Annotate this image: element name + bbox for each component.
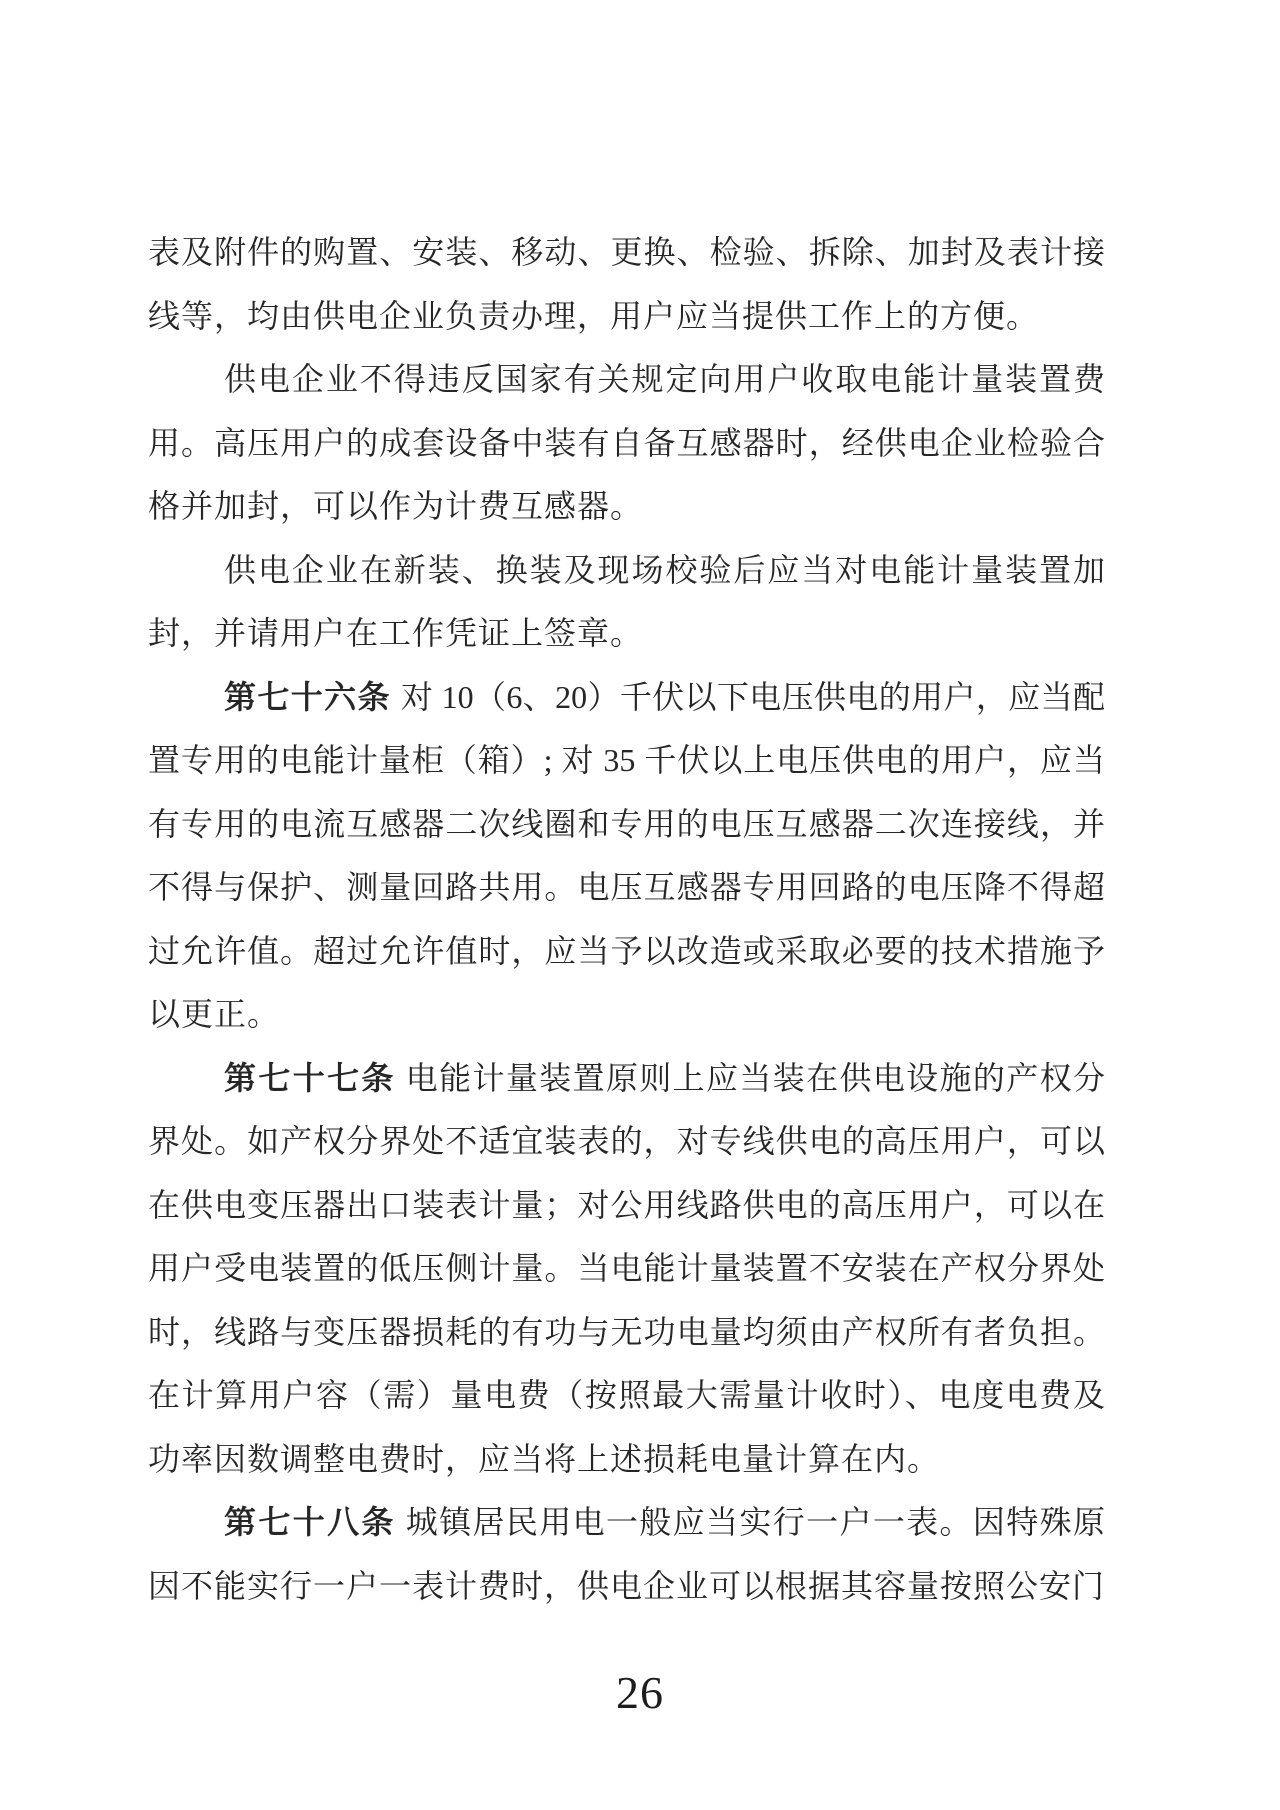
line-text: 功率因数调整电费时，应当将上述损耗电量计算在内。 xyxy=(148,1440,941,1477)
line-text: 用户受电装置的低压侧计量。当电能计量装置不安装在产权分界处 xyxy=(148,1250,1105,1286)
text-line xyxy=(148,1428,1105,1492)
text-line xyxy=(148,1301,1105,1365)
line-text: 在计算用户容（需）量电费（按照最大需量计收时）、电度电费及 xyxy=(148,1377,1105,1413)
line-text: 城镇居民用电一般应当实行一户一表。因特殊原 xyxy=(405,1504,1105,1540)
line-text: 不得与保护、测量回路共用。电压互感器专用回路的电压降不得超 xyxy=(148,869,1105,905)
line-text: 因不能实行一户一表计费时，供电企业可以根据其容量按照公安门 xyxy=(148,1567,1106,1604)
line-text: 格并加封，可以作为计费互感器。 xyxy=(148,488,644,524)
text-line xyxy=(148,475,1105,539)
article-number: 第七十八条 xyxy=(224,1504,396,1540)
line-text: 封，并请用户在工作凭证上签章。 xyxy=(148,615,644,651)
line-text: 线等，均由供电企业负责办理，用户应当提供工作上的方便。 xyxy=(148,297,1040,334)
text-line xyxy=(148,1364,1105,1428)
line-text: 过允许值。超过允许值时，应当予以改造或采取必要的技术措施予 xyxy=(148,932,1105,969)
text-line xyxy=(148,666,1105,730)
text-line xyxy=(148,856,1105,920)
line-text: 表及附件的购置、安装、移动、更换、检验、拆除、加封及表计接 xyxy=(148,234,1105,270)
text-line xyxy=(148,1491,1105,1555)
text-line xyxy=(148,1237,1105,1301)
text-line xyxy=(148,221,1105,285)
document-text xyxy=(148,221,1105,1618)
text-line xyxy=(148,1110,1105,1174)
line-text: 以更正。 xyxy=(148,996,281,1032)
line-text: 电能计量装置原则上应当装在供电设施的产权分 xyxy=(405,1059,1105,1096)
line-text: 用。高压用户的成套设备中装有自备互感器时，经供电企业检验合 xyxy=(148,424,1105,461)
article-number: 第七十七条 xyxy=(224,1059,396,1096)
line-text: 界处。如产权分界处不适宜装表的，对专线供电的高压用户，可以 xyxy=(148,1123,1105,1159)
text-line xyxy=(148,1174,1105,1238)
line-text: 供电企业在新装、换装及现场校验后应当对电能计量装置加 xyxy=(224,551,1105,588)
text-line xyxy=(148,729,1105,793)
text-line xyxy=(148,348,1105,412)
text-line xyxy=(148,1555,1105,1619)
text-line xyxy=(148,285,1105,349)
article-number: 第七十六条 xyxy=(224,678,391,715)
text-line xyxy=(148,539,1105,603)
text-line xyxy=(148,920,1105,984)
line-text: 有专用的电流互感器二次线圈和专用的电压互感器二次连接线，并 xyxy=(148,805,1105,842)
text-line xyxy=(148,412,1105,476)
text-line xyxy=(148,983,1105,1047)
line-text: 时，线路与变压器损耗的有功与无功电量均须由产权所有者负担。 xyxy=(148,1313,1105,1350)
page-number: 26 xyxy=(616,1667,664,1718)
line-text: 在供电变压器出口装表计量；对公用线路供电的高压用户，可以在 xyxy=(148,1186,1105,1223)
text-line xyxy=(148,1047,1105,1111)
text-line xyxy=(148,793,1105,857)
line-text: 置专用的电能计量柜（箱）; 对 35 千伏以上电压供电的用户，应当 xyxy=(148,742,1105,778)
line-text: 对 10（6、20）千伏以下电压供电的用户，应当配 xyxy=(400,678,1105,715)
text-line xyxy=(148,602,1105,666)
line-text: 供电企业不得违反国家有关规定向用户收取电能计量装置费 xyxy=(224,361,1105,397)
